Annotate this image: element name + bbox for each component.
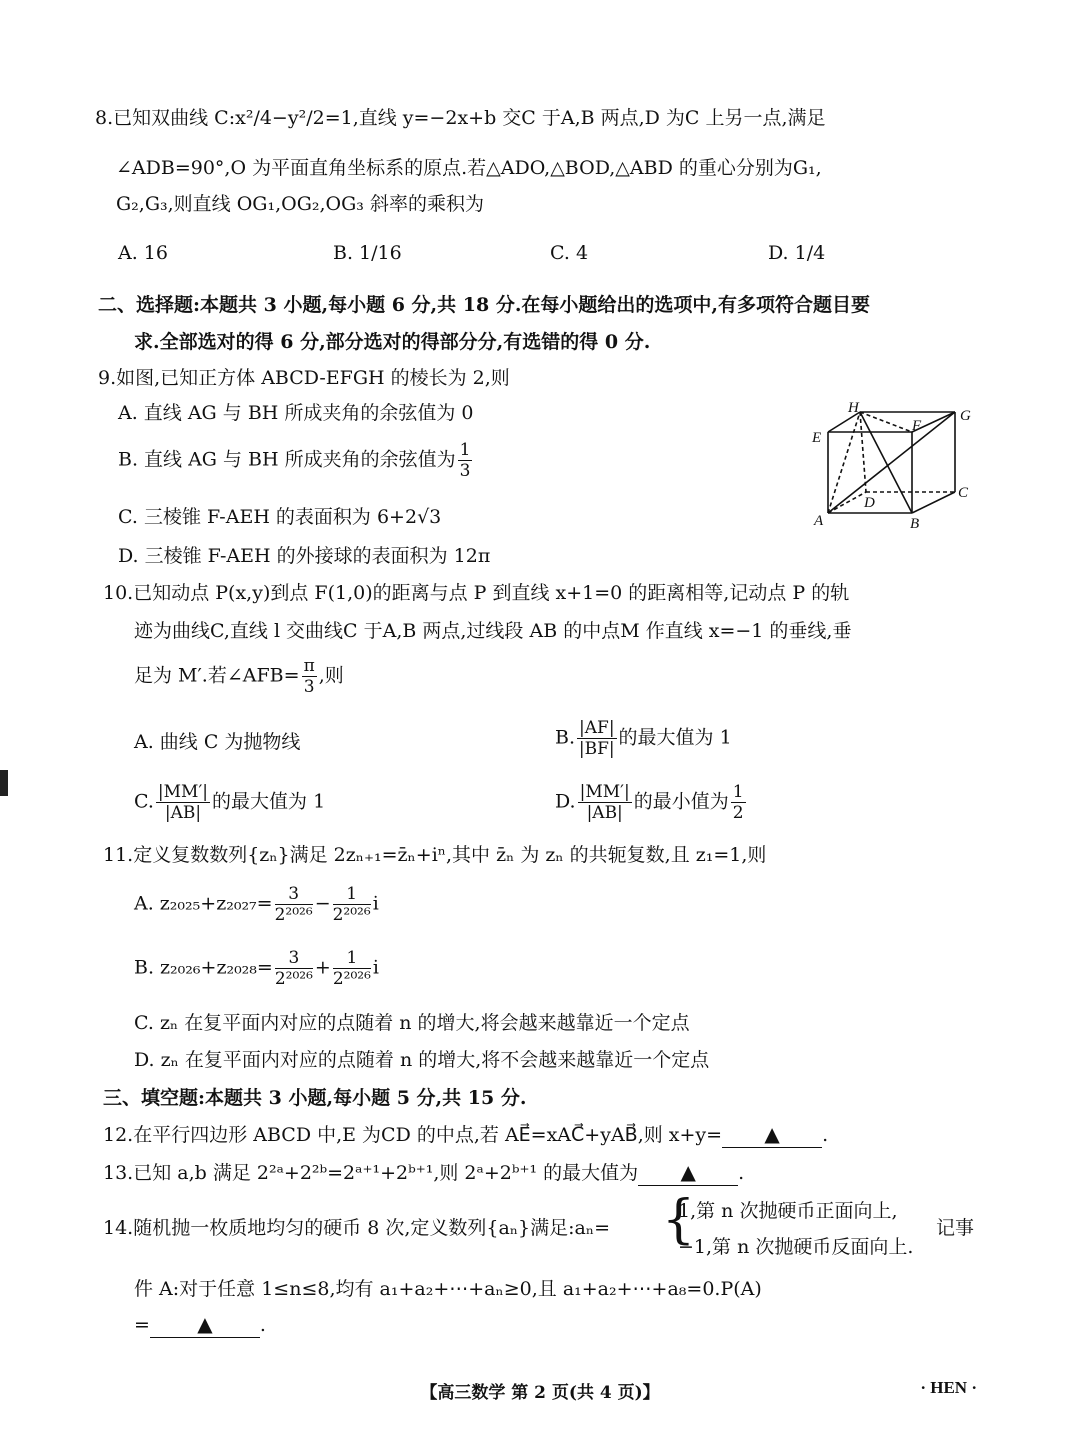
label-b: B <box>910 516 920 532</box>
numerator: 1 <box>333 884 371 905</box>
period: . <box>259 1314 266 1336</box>
denominator: 3 <box>459 461 471 481</box>
triangle-icon: ▲ <box>764 1122 780 1146</box>
option-text: 的最大值为 1 <box>212 790 326 813</box>
option-text: 的最小值为 <box>633 790 729 813</box>
fraction <box>275 884 313 925</box>
q11-option-c: C. zₙ 在复平面内对应的点随着 n 的增大,将会越来越靠近一个定点 <box>134 1012 690 1034</box>
q10-option-c <box>134 782 325 823</box>
option-label: B. <box>555 726 576 749</box>
page-footer: 【高三数学 第 2 页(共 4 页)】 <box>420 1383 660 1403</box>
denominator: |AB| <box>586 803 623 823</box>
option-label: D. <box>555 790 576 813</box>
q9-option-b-fraction <box>458 440 473 481</box>
q14-line2: 件 A:对于任意 1≤n≤8,均有 a₁+a₂+⋯+aₙ≥0,且 a₁+a₂+⋯+a₈=0.P(A) <box>134 1278 762 1300</box>
label-d: D <box>864 495 875 511</box>
denominator: 2²⁰²⁶ <box>332 969 371 989</box>
label-a: A <box>814 513 824 529</box>
q11-option-a <box>134 884 379 925</box>
edge-cb <box>912 492 955 513</box>
denominator: 2 <box>732 803 744 823</box>
denominator: 2²⁰²⁶ <box>274 905 313 925</box>
q14-line1-pre: 14.随机抛一枚质地均匀的硬币 8 次,定义数列{aₙ}满足:aₙ= <box>103 1217 611 1239</box>
segment-ad-dash <box>828 492 866 513</box>
q8-option-d: D. 1/4 <box>768 242 826 264</box>
q10-option-d <box>555 782 748 823</box>
denominator: 2²⁰²⁶ <box>332 905 371 925</box>
triangle-icon: ▲ <box>680 1160 696 1184</box>
q8-stem-line3: G₂,G₃,则直线 OG₁,OG₂,OG₃ 斜率的乘积为 <box>116 193 484 215</box>
q14-case1: 1,第 n 次抛硬币正面向上, <box>678 1200 898 1222</box>
q11-stem: 11.定义复数数列{zₙ}满足 2zₙ₊₁=z̄ₙ+iⁿ,其中 z̄ₙ 为 zₙ 的共轭复数,且 z₁=1,则 <box>103 844 767 866</box>
q10-stem-line1: 10.已知动点 P(x,y)到点 F(1,0)的距离与点 P 到直线 x+1=0 的距离相等,记动点 P 的轨 <box>103 582 850 604</box>
diagonal-ag <box>828 412 955 513</box>
numerator: |MM′| <box>157 782 209 802</box>
imag-unit: i <box>372 956 379 979</box>
case-brace: { <box>662 1190 696 1250</box>
q10-line3-text: 足为 M′.若∠AFB= <box>134 664 300 687</box>
option-text: B. z₂₀₂₆+z₂₀₂₈= <box>134 956 273 979</box>
numerator: π <box>303 656 315 676</box>
option-label: C. <box>134 790 154 813</box>
numerator: 3 <box>275 884 313 905</box>
q9-stem: 9.如图,已知正方体 ABCD-EFGH 的棱长为 2,则 <box>98 367 510 389</box>
period: . <box>738 1162 745 1184</box>
edge-hd <box>860 412 866 492</box>
answer-blank <box>722 1122 822 1148</box>
q10-option-d-fraction <box>578 782 632 823</box>
answer-blank <box>150 1312 260 1338</box>
cube-figure <box>808 400 978 532</box>
numerator: |MM′| <box>579 782 630 802</box>
q9-option-b-text: B. 直线 AG 与 BH 所成夹角的余弦值为 <box>118 448 456 471</box>
q8-stem-line1: 8.已知双曲线 C:x²/4−y²/2=1,直线 y=−2x+b 交C 于A,B 两点,D 为C 上另一点,满足 <box>95 107 826 129</box>
denominator: |BF| <box>578 739 615 759</box>
q9-option-b <box>118 440 474 481</box>
numerator: 1 <box>732 782 744 802</box>
period: . <box>822 1124 829 1146</box>
q12-text: 12.在平行四边形 ABCD 中,E 为CD 的中点,若 AE⃗=xAC⃗+yAB⃗,则 x+y= <box>103 1124 723 1146</box>
q10-stem-line3 <box>134 656 344 697</box>
q10-option-b-fraction <box>577 718 617 759</box>
section3-heading: 三、填空题:本题共 3 小题,每小题 5 分,共 15 分. <box>103 1087 527 1109</box>
q10-stem-line2: 迹为曲线C,直线 l 交曲线C 于A,B 两点,过线段 AB 的中点M 作直线 x=−1 的垂线,垂 <box>134 620 852 642</box>
operator: + <box>314 956 331 979</box>
option-text: 的最大值为 1 <box>618 726 732 749</box>
segment-hf <box>860 412 912 432</box>
label-h: H <box>848 400 859 416</box>
q8-option-b: B. 1/16 <box>333 242 402 264</box>
denominator: 2²⁰²⁶ <box>274 969 313 989</box>
q14-line3 <box>134 1312 266 1338</box>
q12 <box>103 1122 828 1148</box>
q10-angle-fraction <box>302 656 317 697</box>
answer-blank <box>638 1160 738 1186</box>
denominator: |AB| <box>164 803 202 823</box>
q11-option-b <box>134 948 379 989</box>
label-g: G <box>960 408 971 424</box>
fraction <box>333 884 371 925</box>
q10-option-b <box>555 718 732 759</box>
option-text: A. z₂₀₂₅+z₂₀₂₇= <box>134 892 273 915</box>
q10-line3-end: ,则 <box>318 664 344 687</box>
numerator: 3 <box>275 948 313 969</box>
denominator: 3 <box>303 677 315 697</box>
fraction <box>333 948 371 989</box>
q8-option-c: C. 4 <box>550 242 589 264</box>
numerator: 1 <box>333 948 371 969</box>
q9-option-a: A. 直线 AG 与 BH 所成夹角的余弦值为 0 <box>118 402 474 424</box>
q9-option-c: C. 三棱锥 F-AEH 的表面积为 6+2√3 <box>118 506 442 528</box>
operator: − <box>314 892 331 915</box>
label-e: E <box>812 430 822 446</box>
q10-option-c-fraction <box>156 782 210 823</box>
fraction <box>275 948 313 989</box>
q13-text: 13.已知 a,b 满足 2²ᵃ+2²ᵇ=2ᵃ⁺¹+2ᵇ⁺¹,则 2ᵃ+2ᵇ⁺¹ 的最大值为 <box>103 1162 639 1184</box>
q10-option-d-value <box>731 782 746 823</box>
section2-heading-line1: 二、选择题:本题共 3 小题,每小题 6 分,共 18 分.在每小题给出的选项中,有多项符合题目要 <box>98 294 871 316</box>
q14-line1-post: 记事 <box>936 1217 975 1239</box>
numerator: 1 <box>459 440 471 460</box>
triangle-icon: ▲ <box>197 1312 213 1336</box>
q11-option-d: D. zₙ 在复平面内对应的点随着 n 的增大,将不会越来越靠近一个定点 <box>134 1049 710 1071</box>
q14-case2: −1,第 n 次抛硬币反面向上. <box>678 1236 914 1258</box>
q9-option-d: D. 三棱锥 F-AEH 的外接球的表面积为 12π <box>118 545 491 567</box>
q10-option-a: A. 曲线 C 为抛物线 <box>134 731 301 753</box>
label-f: F <box>912 418 922 434</box>
binding-mark <box>0 770 8 796</box>
equals: = <box>134 1314 150 1336</box>
label-c: C <box>958 485 969 501</box>
q8-stem-line2: ∠ADB=90°,O 为平面直角坐标系的原点.若△ADO,△BOD,△ABD 的重心分别为G₁, <box>116 157 822 179</box>
imag-unit: i <box>372 892 379 915</box>
q8-option-a: A. 16 <box>118 242 168 264</box>
numerator: |AF| <box>579 718 615 738</box>
q13 <box>103 1160 744 1186</box>
section2-heading-line2: 求.全部选对的得 6 分,部分选对的得部分分,有选错的得 0 分. <box>134 331 651 353</box>
hen-mark: · HEN · <box>920 1378 977 1397</box>
